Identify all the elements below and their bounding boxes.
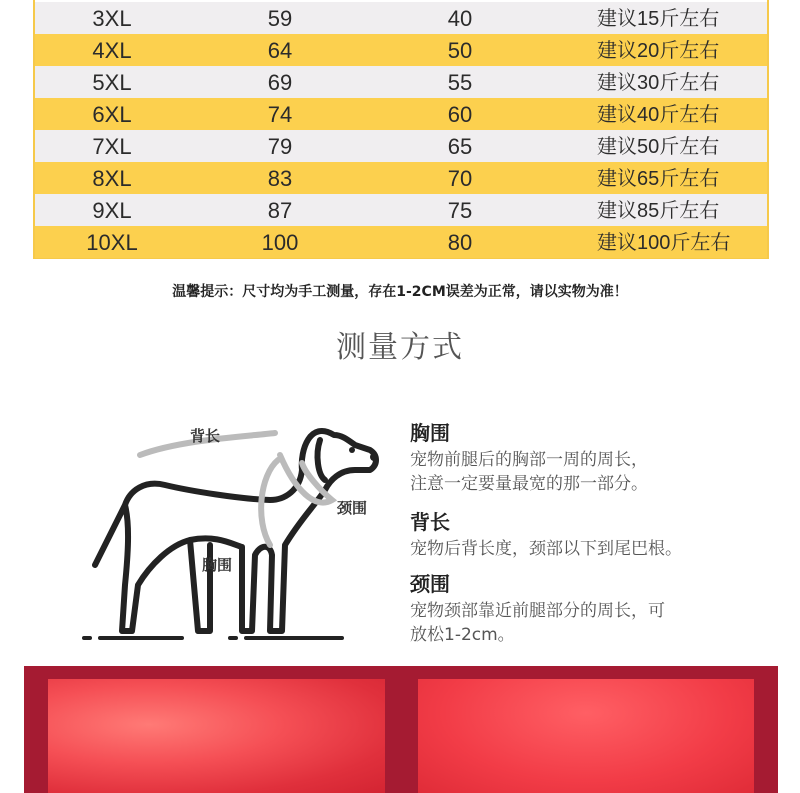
measure-item-title: 胸围 <box>410 421 450 445</box>
size-cell: 4XL <box>92 38 132 63</box>
size-cell: 8XL <box>92 166 132 191</box>
size-table <box>33 0 769 259</box>
table-row <box>35 34 767 66</box>
length-cell: 83 <box>267 166 293 191</box>
fabric-swatch-plush <box>48 679 385 793</box>
measure-item-title: 背长 <box>410 510 450 534</box>
weight-cell: 建议65斤左右 <box>597 168 720 190</box>
neck-cell: 40 <box>447 6 473 31</box>
dog-nose-icon <box>370 453 378 461</box>
neck-cell: 65 <box>447 134 473 159</box>
length-cell: 59 <box>267 6 293 31</box>
weight-cell: 建议40斤左右 <box>597 104 720 126</box>
length-cell: 87 <box>267 198 293 223</box>
size-cell: 7XL <box>92 134 132 159</box>
table-row <box>35 98 767 130</box>
length-cell: 64 <box>267 38 293 63</box>
measure-item-body: 宠物颈部靠近前腿部分的周长，可 放松1-2cm。 <box>410 601 665 645</box>
length-cell: 74 <box>267 102 293 127</box>
table-row <box>35 66 767 98</box>
table-row <box>35 226 767 258</box>
neck-cell: 75 <box>447 198 473 223</box>
measure-item-body: 宠物后背长度，颈部以下到尾巴根。 <box>410 539 682 559</box>
size-cell: 10XL <box>86 230 138 255</box>
measure-item-neck <box>410 572 770 647</box>
chest-label: 胸围 <box>202 556 233 574</box>
size-cell: 6XL <box>92 102 132 127</box>
measure-item-back <box>410 510 770 561</box>
measure-item-chest <box>410 421 770 496</box>
weight-cell: 建议15斤左右 <box>597 8 720 30</box>
weight-cell: 建议50斤左右 <box>597 136 720 158</box>
neck-cell: 70 <box>447 166 473 191</box>
size-cell: 9XL <box>92 198 132 223</box>
dog-measurement-diagram <box>70 395 400 650</box>
neck-cell: 50 <box>447 38 473 63</box>
back-length-label: 背长 <box>190 427 221 445</box>
size-cell: 3XL <box>92 6 132 31</box>
measure-item-body: 宠物前腿后的胸部一周的周长， 注意一定要量最宽的那一部分。 <box>410 450 648 494</box>
dog-outline-icon <box>95 431 376 631</box>
neck-cell: 60 <box>447 102 473 127</box>
weight-cell: 建议20斤左右 <box>597 40 720 62</box>
fabric-swatch-cotton <box>418 679 754 793</box>
neck-cell: 80 <box>447 230 473 255</box>
neck-label: 颈围 <box>337 499 368 517</box>
size-cell: 5XL <box>92 70 132 95</box>
neck-cell: 55 <box>447 70 473 95</box>
weight-cell: 建议100斤左右 <box>597 232 731 254</box>
table-row <box>35 162 767 194</box>
table-row <box>35 194 767 226</box>
length-cell: 100 <box>261 230 299 255</box>
weight-cell: 建议30斤左右 <box>597 72 720 94</box>
measure-item-title: 颈围 <box>410 572 450 596</box>
table-row <box>35 130 767 162</box>
length-cell: 69 <box>267 70 293 95</box>
length-cell: 79 <box>267 134 293 159</box>
table-row <box>35 2 767 34</box>
section-heading: 测量方式 <box>336 330 464 365</box>
dog-eye-icon <box>349 447 355 453</box>
weight-cell: 建议85斤左右 <box>597 200 720 222</box>
measurement-tip: 温馨提示：尺寸均为手工测量，存在1-2CM误差为正常，请以实物为准！ <box>172 284 628 300</box>
